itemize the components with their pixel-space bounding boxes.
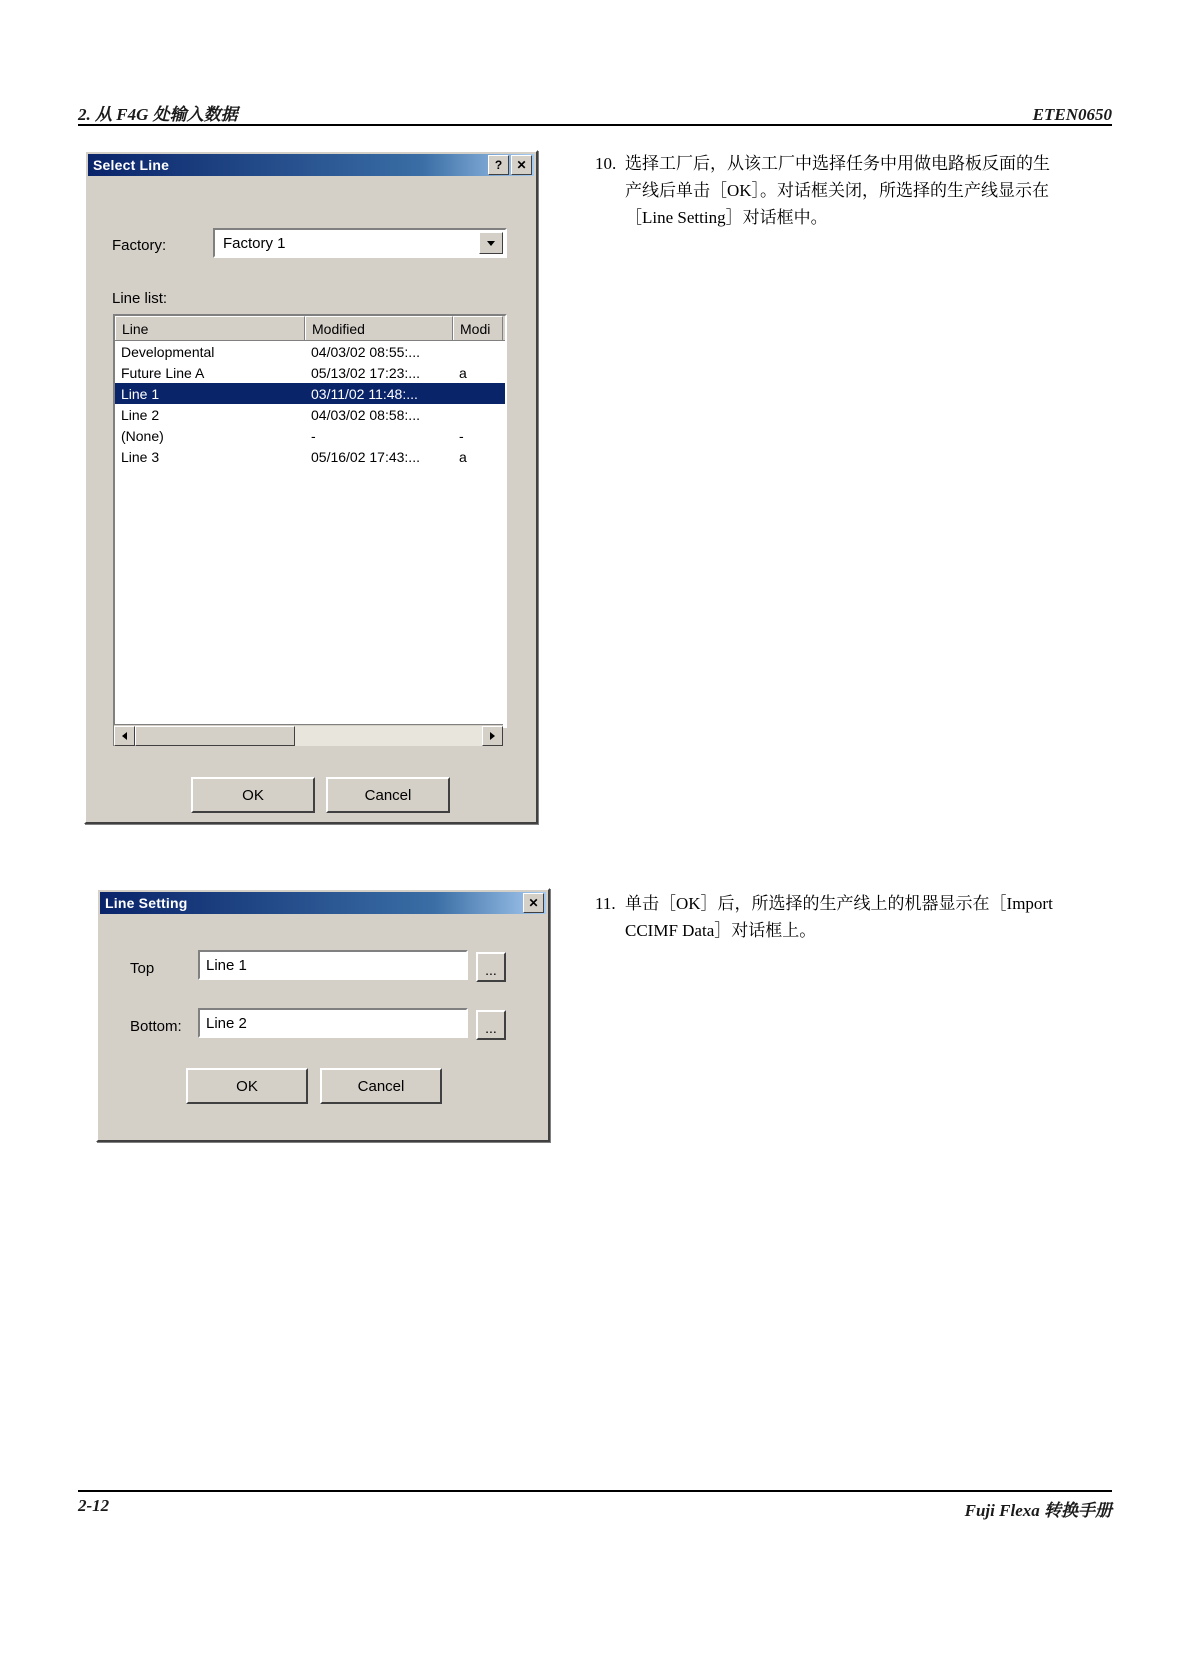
header-divider bbox=[78, 124, 1112, 126]
select-line-title: Select Line bbox=[93, 157, 170, 173]
instruction-number: 10. bbox=[595, 154, 617, 173]
cell-modified: 04/03/02 08:58:... bbox=[311, 406, 420, 423]
instruction-step-10 bbox=[595, 150, 1075, 232]
factory-combobox[interactable] bbox=[213, 228, 507, 258]
header-right-text: ETEN0650 bbox=[1032, 105, 1112, 124]
cell-line: (None) bbox=[121, 427, 164, 444]
cell-modified: 05/16/02 17:43:... bbox=[311, 448, 420, 465]
page-footer bbox=[78, 1496, 1112, 1521]
factory-label: Factory: bbox=[112, 237, 167, 254]
line-list-view[interactable] bbox=[113, 314, 507, 728]
footer-divider bbox=[78, 1490, 1112, 1492]
line-setting-titlebar[interactable] bbox=[100, 892, 546, 914]
cell-line: Developmental bbox=[121, 343, 215, 360]
table-row[interactable] bbox=[115, 446, 505, 467]
table-row[interactable] bbox=[115, 362, 505, 383]
cell-modi: - bbox=[459, 427, 464, 444]
cell-line: Future Line A bbox=[121, 364, 205, 381]
bottom-browse-button[interactable]: ... bbox=[476, 1010, 506, 1040]
table-row[interactable] bbox=[115, 404, 505, 425]
scrollbar-track[interactable] bbox=[135, 726, 482, 746]
close-icon[interactable]: ✕ bbox=[511, 155, 532, 175]
bottom-input[interactable]: Line 2 bbox=[198, 1008, 468, 1038]
cell-modified: 04/03/02 08:55:... bbox=[311, 343, 420, 360]
close-icon[interactable]: ✕ bbox=[523, 893, 544, 913]
scroll-left-icon[interactable] bbox=[114, 726, 135, 746]
instruction-text: 选择工厂后，从该工厂中选择任务中用做电路板反面的生产线后单击［OK］。对话框关闭，所选择的生产线显示在［Line Setting］对话框中。 bbox=[625, 154, 1050, 228]
column-header-modi[interactable]: Modi bbox=[453, 316, 503, 340]
table-row-selected[interactable] bbox=[115, 383, 505, 404]
header-left-text: 2. 从 F4G 处输入数据 bbox=[78, 105, 238, 124]
ok-button[interactable]: OK bbox=[191, 777, 315, 813]
scrollbar-thumb[interactable] bbox=[135, 726, 295, 746]
cancel-button[interactable]: Cancel bbox=[320, 1068, 442, 1104]
column-header-modified[interactable]: Modified bbox=[305, 316, 453, 340]
help-button[interactable]: ? bbox=[488, 155, 509, 175]
footer-right-text: Fuji Flexa 转换手册 bbox=[964, 1501, 1112, 1520]
line-list-label: Line list: bbox=[112, 290, 168, 307]
table-row[interactable] bbox=[115, 341, 505, 362]
chevron-down-icon[interactable] bbox=[479, 232, 503, 254]
column-header-line[interactable]: Line bbox=[115, 316, 305, 340]
line-list-body bbox=[115, 341, 505, 467]
cell-modi: a bbox=[459, 448, 467, 465]
factory-selected-value: Factory 1 bbox=[223, 234, 286, 252]
page-number: 2-12 bbox=[78, 1496, 110, 1515]
line-list-header bbox=[115, 316, 505, 341]
cancel-button[interactable]: Cancel bbox=[326, 777, 450, 813]
ok-button[interactable]: OK bbox=[186, 1068, 308, 1104]
page-header bbox=[78, 100, 1112, 125]
bottom-label: Bottom: bbox=[130, 1018, 182, 1035]
scroll-right-icon[interactable] bbox=[482, 726, 503, 746]
select-line-dialog bbox=[84, 150, 538, 824]
select-line-titlebar[interactable] bbox=[88, 154, 534, 176]
instruction-step-11 bbox=[595, 890, 1075, 944]
top-label: Top bbox=[130, 960, 155, 977]
line-setting-title: Line Setting bbox=[105, 895, 188, 911]
cell-line: Line 2 bbox=[121, 406, 160, 423]
cell-line: Line 1 bbox=[121, 385, 160, 402]
cell-modi: a bbox=[459, 364, 467, 381]
instruction-text: 单击［OK］后，所选择的生产线上的机器显示在［Import CCIMF Data］对话框上。 bbox=[625, 894, 1053, 941]
top-browse-button[interactable]: ... bbox=[476, 952, 506, 982]
horizontal-scrollbar[interactable] bbox=[113, 724, 503, 746]
cell-line: Line 3 bbox=[121, 448, 160, 465]
line-setting-dialog bbox=[96, 888, 550, 1142]
table-row[interactable] bbox=[115, 425, 505, 446]
cell-modified: - bbox=[311, 427, 316, 444]
cell-modified: 03/11/02 11:48:... bbox=[311, 385, 418, 402]
cell-modified: 05/13/02 17:23:... bbox=[311, 364, 420, 381]
instruction-number: 11. bbox=[595, 894, 616, 913]
top-input[interactable]: Line 1 bbox=[198, 950, 468, 980]
